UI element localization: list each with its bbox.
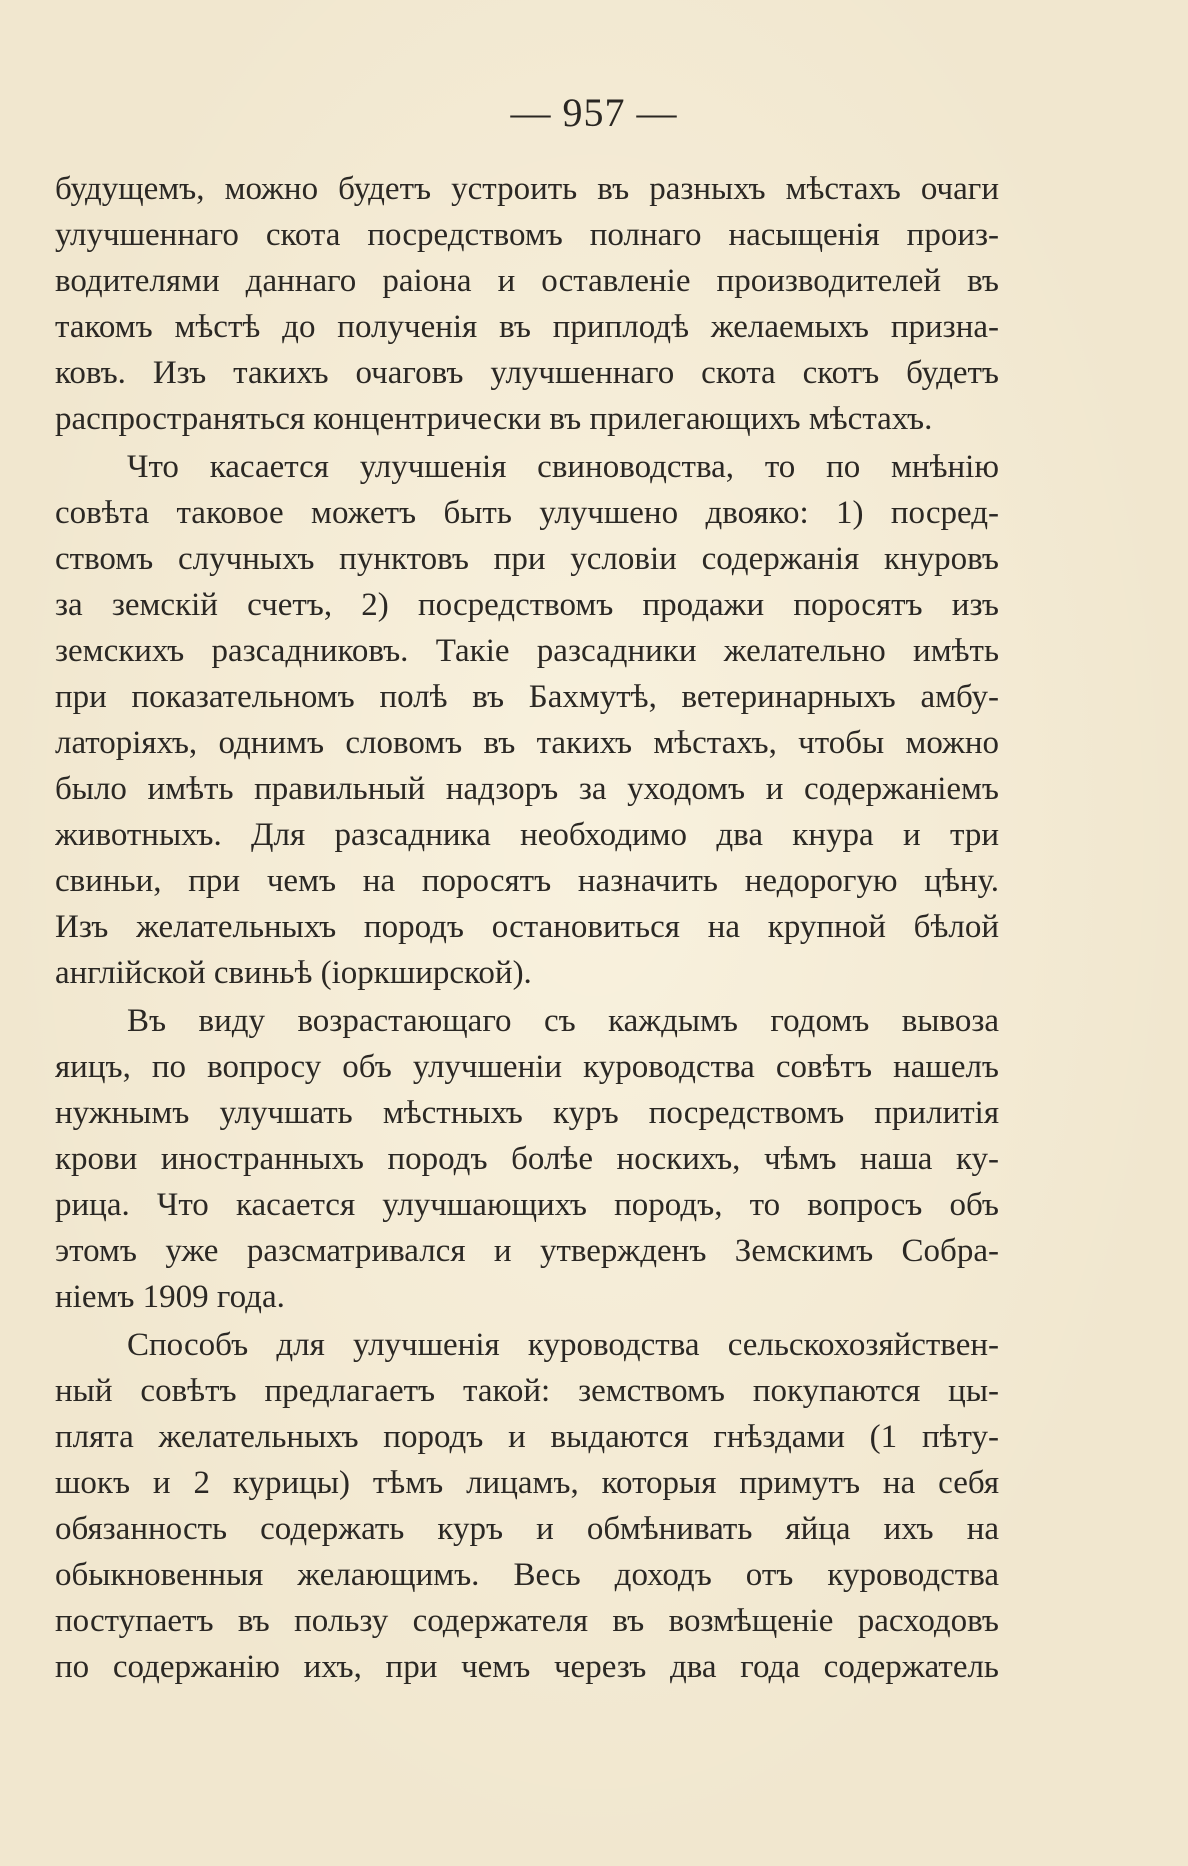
text-line: совѣта таковое можетъ быть улучшено двояко: 1) посред-: [55, 495, 999, 531]
text-line: плята желательныхъ породъ и выдаются гнѣздами (1 пѣту-: [55, 1419, 999, 1455]
text-line: такомъ мѣстѣ до полученія въ приплодѣ желаемыхъ призна-: [55, 309, 999, 345]
text-line: распространяться концентрически въ прилегающихъ мѣстахъ.: [55, 401, 933, 437]
text-line: Что касается улучшенія свиноводства, то по мнѣнію: [127, 449, 999, 485]
text-line: латоріяхъ, однимъ словомъ въ такихъ мѣстахъ, чтобы можно: [55, 725, 999, 761]
text-line: яицъ, по вопросу объ улучшеніи куроводства совѣтъ нашелъ: [55, 1049, 999, 1085]
text-line: свиньи, при чемъ на поросятъ назначить недорогую цѣну.: [55, 863, 999, 899]
text-line: рица. Что касается улучшающихъ породъ, то вопросъ объ: [55, 1187, 999, 1223]
paragraph-1: [55, 166, 999, 442]
text-line: ствомъ случныхъ пунктовъ при условіи содержанія кнуровъ: [55, 541, 999, 577]
text-line: ный совѣтъ предлагаетъ такой: земствомъ покупаются цы-: [55, 1373, 999, 1409]
text-line: этомъ уже разсматривался и утвержденъ Земскимъ Собра-: [55, 1233, 999, 1269]
text-line: обыкновенныя желающимъ. Весь доходъ отъ куроводства: [55, 1557, 999, 1593]
text-line: поступаетъ въ пользу содержателя въ возмѣщеніе расходовъ: [55, 1603, 999, 1639]
text-line: за земскій счетъ, 2) посредствомъ продажи поросятъ изъ: [55, 587, 999, 623]
text-line: англійской свиньѣ (іоркширской).: [55, 955, 532, 991]
paragraph-4: [55, 1322, 999, 1690]
paragraph-2: [55, 444, 999, 996]
text-line: ніемъ 1909 года.: [55, 1279, 285, 1315]
text-line: по содержанію ихъ, при чемъ черезъ два года содержатель: [55, 1649, 999, 1685]
text-line: Въ виду возрастающаго съ каждымъ годомъ вывоза: [127, 1003, 999, 1039]
text-line: улучшеннаго скота посредствомъ полнаго насыщенія произ-: [55, 217, 999, 253]
text-line: нужнымъ улучшать мѣстныхъ куръ посредствомъ прилитія: [55, 1095, 999, 1131]
page-number: — 957 —: [510, 90, 678, 135]
text-line: земскихъ разсадниковъ. Такіе разсадники желательно имѣть: [55, 633, 999, 669]
text-line: ковъ. Изъ такихъ очаговъ улучшеннаго скота скотъ будетъ: [55, 355, 999, 391]
text-line: при показательномъ полѣ въ Бахмутѣ, ветеринарныхъ амбу-: [55, 679, 999, 715]
text-line: водителями даннаго раіона и оставленіе производителей въ: [55, 263, 999, 299]
text-line: было имѣть правильный надзоръ за уходомъ и содержаніемъ: [55, 771, 999, 807]
text-line: шокъ и 2 курицы) тѣмъ лицамъ, которыя примутъ на себя: [55, 1465, 999, 1501]
text-line: будущемъ, можно будетъ устроить въ разныхъ мѣстахъ очаги: [55, 171, 999, 207]
text-line: животныхъ. Для разсадника необходимо два кнура и три: [55, 817, 999, 853]
text-line: Способъ для улучшенія куроводства сельскохозяйствен-: [127, 1327, 999, 1363]
text-line: крови иностранныхъ породъ болѣе носкихъ, чѣмъ наша ку-: [55, 1141, 999, 1177]
paragraph-3: [55, 998, 999, 1320]
text-line: обязанность содержать куръ и обмѣнивать яйца ихъ на: [55, 1511, 999, 1547]
body-text: [55, 166, 999, 1690]
text-line: Изъ желательныхъ породъ остановиться на крупной бѣлой: [55, 909, 999, 945]
